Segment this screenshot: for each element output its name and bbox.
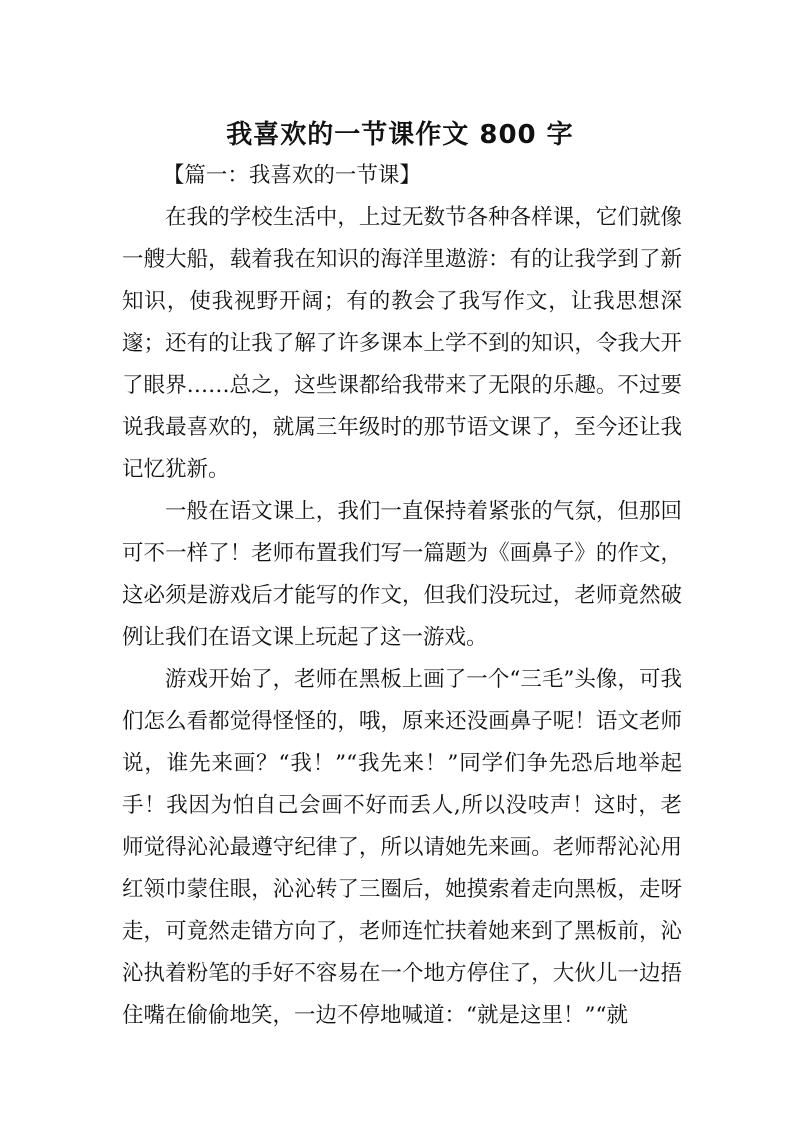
document-body xyxy=(122,155,682,1037)
section-heading: 【篇一：我喜欢的一节课】 xyxy=(162,163,421,188)
paragraph: 游戏开始了，老师在黑板上画了一个“三毛”头像，可我们怎么看都觉得怪怪的，哦，原来还没画鼻子呢！语文老师说，谁先来画？“我！”“我先来！”同学们争先恐后地举起手！我因为怕自己会画不好而丢人,所以没吱声！这时，老师觉得沁沁最遵守纪律了，所以请她先来画。老师帮沁沁用红领巾蒙住眼，沁沁转了三圈后，她摸索着走向黑板，走呀走，可竟然走错方向了，老师连忙扶着她来到了黑板前，沁沁执着粉笔的手好不容易在一个地方停住了，大伙儿一边捂住嘴在偷偷地笑，一边不停地喊道：“就是这里！”“就 xyxy=(122,667,682,1028)
paragraph: 在我的学校生活中，上过无数节各种各样课，它们就像一艘大船，载着我在知识的海洋里遨游：有的让我学到了新知识，使我视野开阔；有的教会了我写作文，让我思想深邃；还有的让我了解了许多课本上学不到的知识，令我大开了眼界……总之，这些课都给我带来了无限的乐趣。不过要说我最喜欢的，就属三年级时的那节语文课了，至今还让我记忆犹新。 xyxy=(122,205,682,482)
paragraph: 一般在语文课上，我们一直保持着紧张的气氛，但那回可不一样了！老师布置我们写一篇题为《画鼻子》的作文，这必须是游戏后才能写的作文，但我们没玩过，老师竟然破例让我们在语文课上玩起了这一游戏。 xyxy=(122,499,682,650)
document-title: 我喜欢的一节课作文 800 字 xyxy=(226,120,574,151)
